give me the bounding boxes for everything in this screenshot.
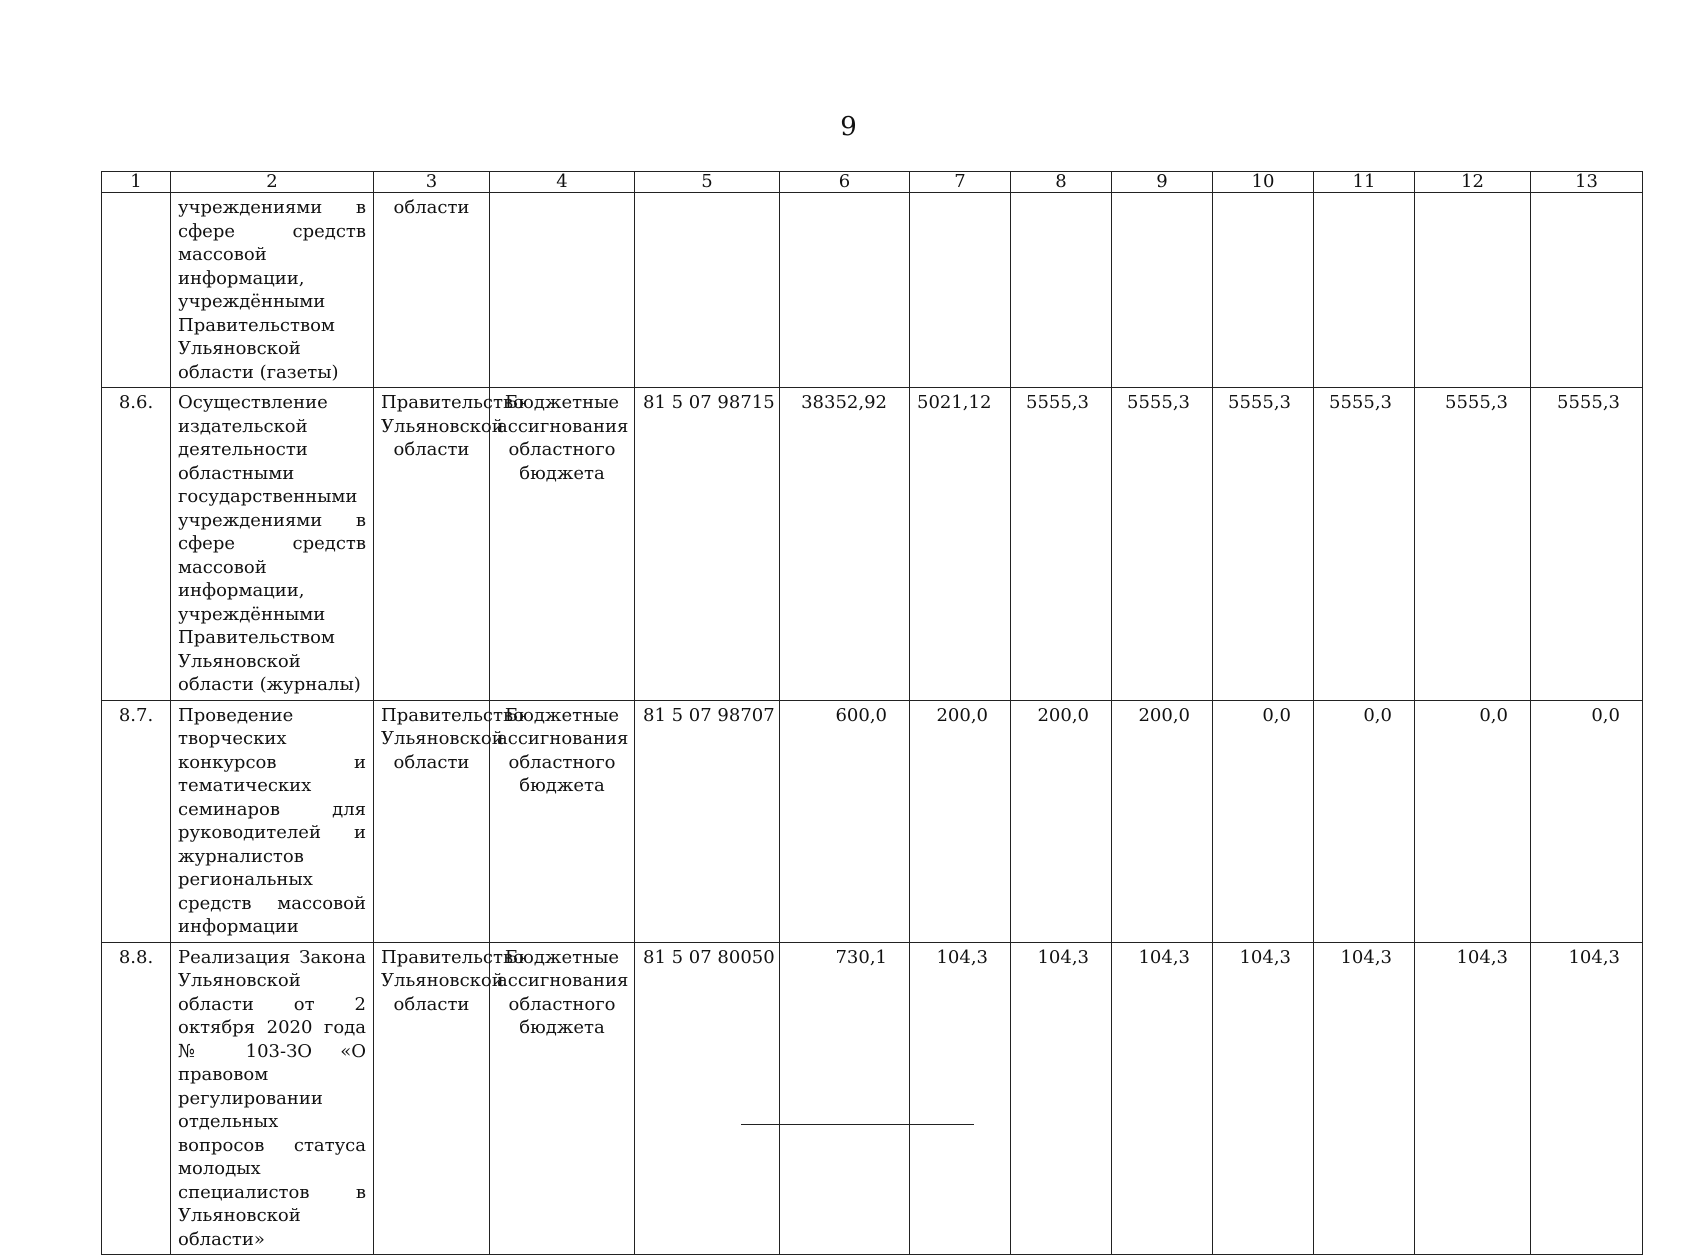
- value-cell: 5555,3: [1011, 388, 1112, 701]
- page-number: 9: [840, 112, 857, 142]
- table-row: [102, 388, 1643, 701]
- table-row: [102, 942, 1643, 1255]
- column-number: 2: [171, 172, 374, 193]
- measure-name: Реализация Закона Ульяновской области от 2 октября 2020 года № 103-ЗО «О правовом регулировании отдельных вопросов статуса молодых специалистов в Ульяновской области»: [171, 942, 374, 1255]
- value-cell: 104,3: [1213, 942, 1314, 1255]
- value-total: 600,0: [780, 700, 910, 942]
- column-number: 8: [1011, 172, 1112, 193]
- row-number: 8.7.: [102, 700, 171, 942]
- column-number: 12: [1415, 172, 1531, 193]
- value-cell: 5555,3: [1112, 388, 1213, 701]
- executor: области: [374, 193, 490, 388]
- value-total: [780, 193, 910, 388]
- column-number: 10: [1213, 172, 1314, 193]
- budget-table: [101, 171, 1643, 1255]
- funding-source: Бюджетные ассигнования областного бюджета: [490, 942, 635, 1255]
- row-number: 8.6.: [102, 388, 171, 701]
- value-cell: 0,0: [1531, 700, 1643, 942]
- measure-name: Проведение творческих конкурсов и тематических семинаров для руководителей и журналистов региональных средств массовой информации: [171, 700, 374, 942]
- value-cell: 5555,3: [1415, 388, 1531, 701]
- column-number: 1: [102, 172, 171, 193]
- value-cell: 5555,3: [1213, 388, 1314, 701]
- column-number: 3: [374, 172, 490, 193]
- table-row: [102, 700, 1643, 942]
- column-number: 9: [1112, 172, 1213, 193]
- value-cell: 104,3: [1011, 942, 1112, 1255]
- value-cell: 5021,12: [910, 388, 1011, 701]
- value-cell: 104,3: [1112, 942, 1213, 1255]
- executor: Правительство Ульяновской области: [374, 700, 490, 942]
- value-cell: [1531, 193, 1643, 388]
- value-cell: 5555,3: [1531, 388, 1643, 701]
- value-cell: [1011, 193, 1112, 388]
- column-number: 4: [490, 172, 635, 193]
- budget-code: [635, 193, 780, 388]
- end-of-document-rule: [741, 1124, 974, 1125]
- value-cell: 200,0: [910, 700, 1011, 942]
- value-cell: 200,0: [1112, 700, 1213, 942]
- value-total: 38352,92: [780, 388, 910, 701]
- executor: Правительство Ульяновской области: [374, 942, 490, 1255]
- value-cell: [1415, 193, 1531, 388]
- measure-name: учреждениями в сфере средств массовой информации, учреждёнными Правительством Ульяновской области (газеты): [171, 193, 374, 388]
- value-cell: 0,0: [1415, 700, 1531, 942]
- value-cell: [1213, 193, 1314, 388]
- column-number: 5: [635, 172, 780, 193]
- column-number: 6: [780, 172, 910, 193]
- funding-source: [490, 193, 635, 388]
- row-number: [102, 193, 171, 388]
- value-total: 730,1: [780, 942, 910, 1255]
- value-cell: 104,3: [1531, 942, 1643, 1255]
- funding-source: Бюджетные ассигнования областного бюджета: [490, 700, 635, 942]
- column-number: 11: [1314, 172, 1415, 193]
- value-cell: 104,3: [1314, 942, 1415, 1255]
- budget-code: 81 5 07 98707: [635, 700, 780, 942]
- value-cell: 0,0: [1314, 700, 1415, 942]
- value-cell: 104,3: [1415, 942, 1531, 1255]
- table-row: [102, 193, 1643, 388]
- value-cell: 104,3: [910, 942, 1011, 1255]
- value-cell: 5555,3: [1314, 388, 1415, 701]
- budget-code: 81 5 07 98715: [635, 388, 780, 701]
- value-cell: [1112, 193, 1213, 388]
- budget-code: 81 5 07 80050: [635, 942, 780, 1255]
- column-number-row: [102, 172, 1643, 193]
- executor: Правительство Ульяновской области: [374, 388, 490, 701]
- row-number: 8.8.: [102, 942, 171, 1255]
- value-cell: [910, 193, 1011, 388]
- measure-name: Осуществление издательской деятельности областными государственными учреждениями в сфере средств массовой информации, учреждёнными Правительством Ульяновской области (журналы): [171, 388, 374, 701]
- value-cell: 0,0: [1213, 700, 1314, 942]
- value-cell: 200,0: [1011, 700, 1112, 942]
- value-cell: [1314, 193, 1415, 388]
- column-number: 7: [910, 172, 1011, 193]
- column-number: 13: [1531, 172, 1643, 193]
- funding-source: Бюджетные ассигнования областного бюджета: [490, 388, 635, 701]
